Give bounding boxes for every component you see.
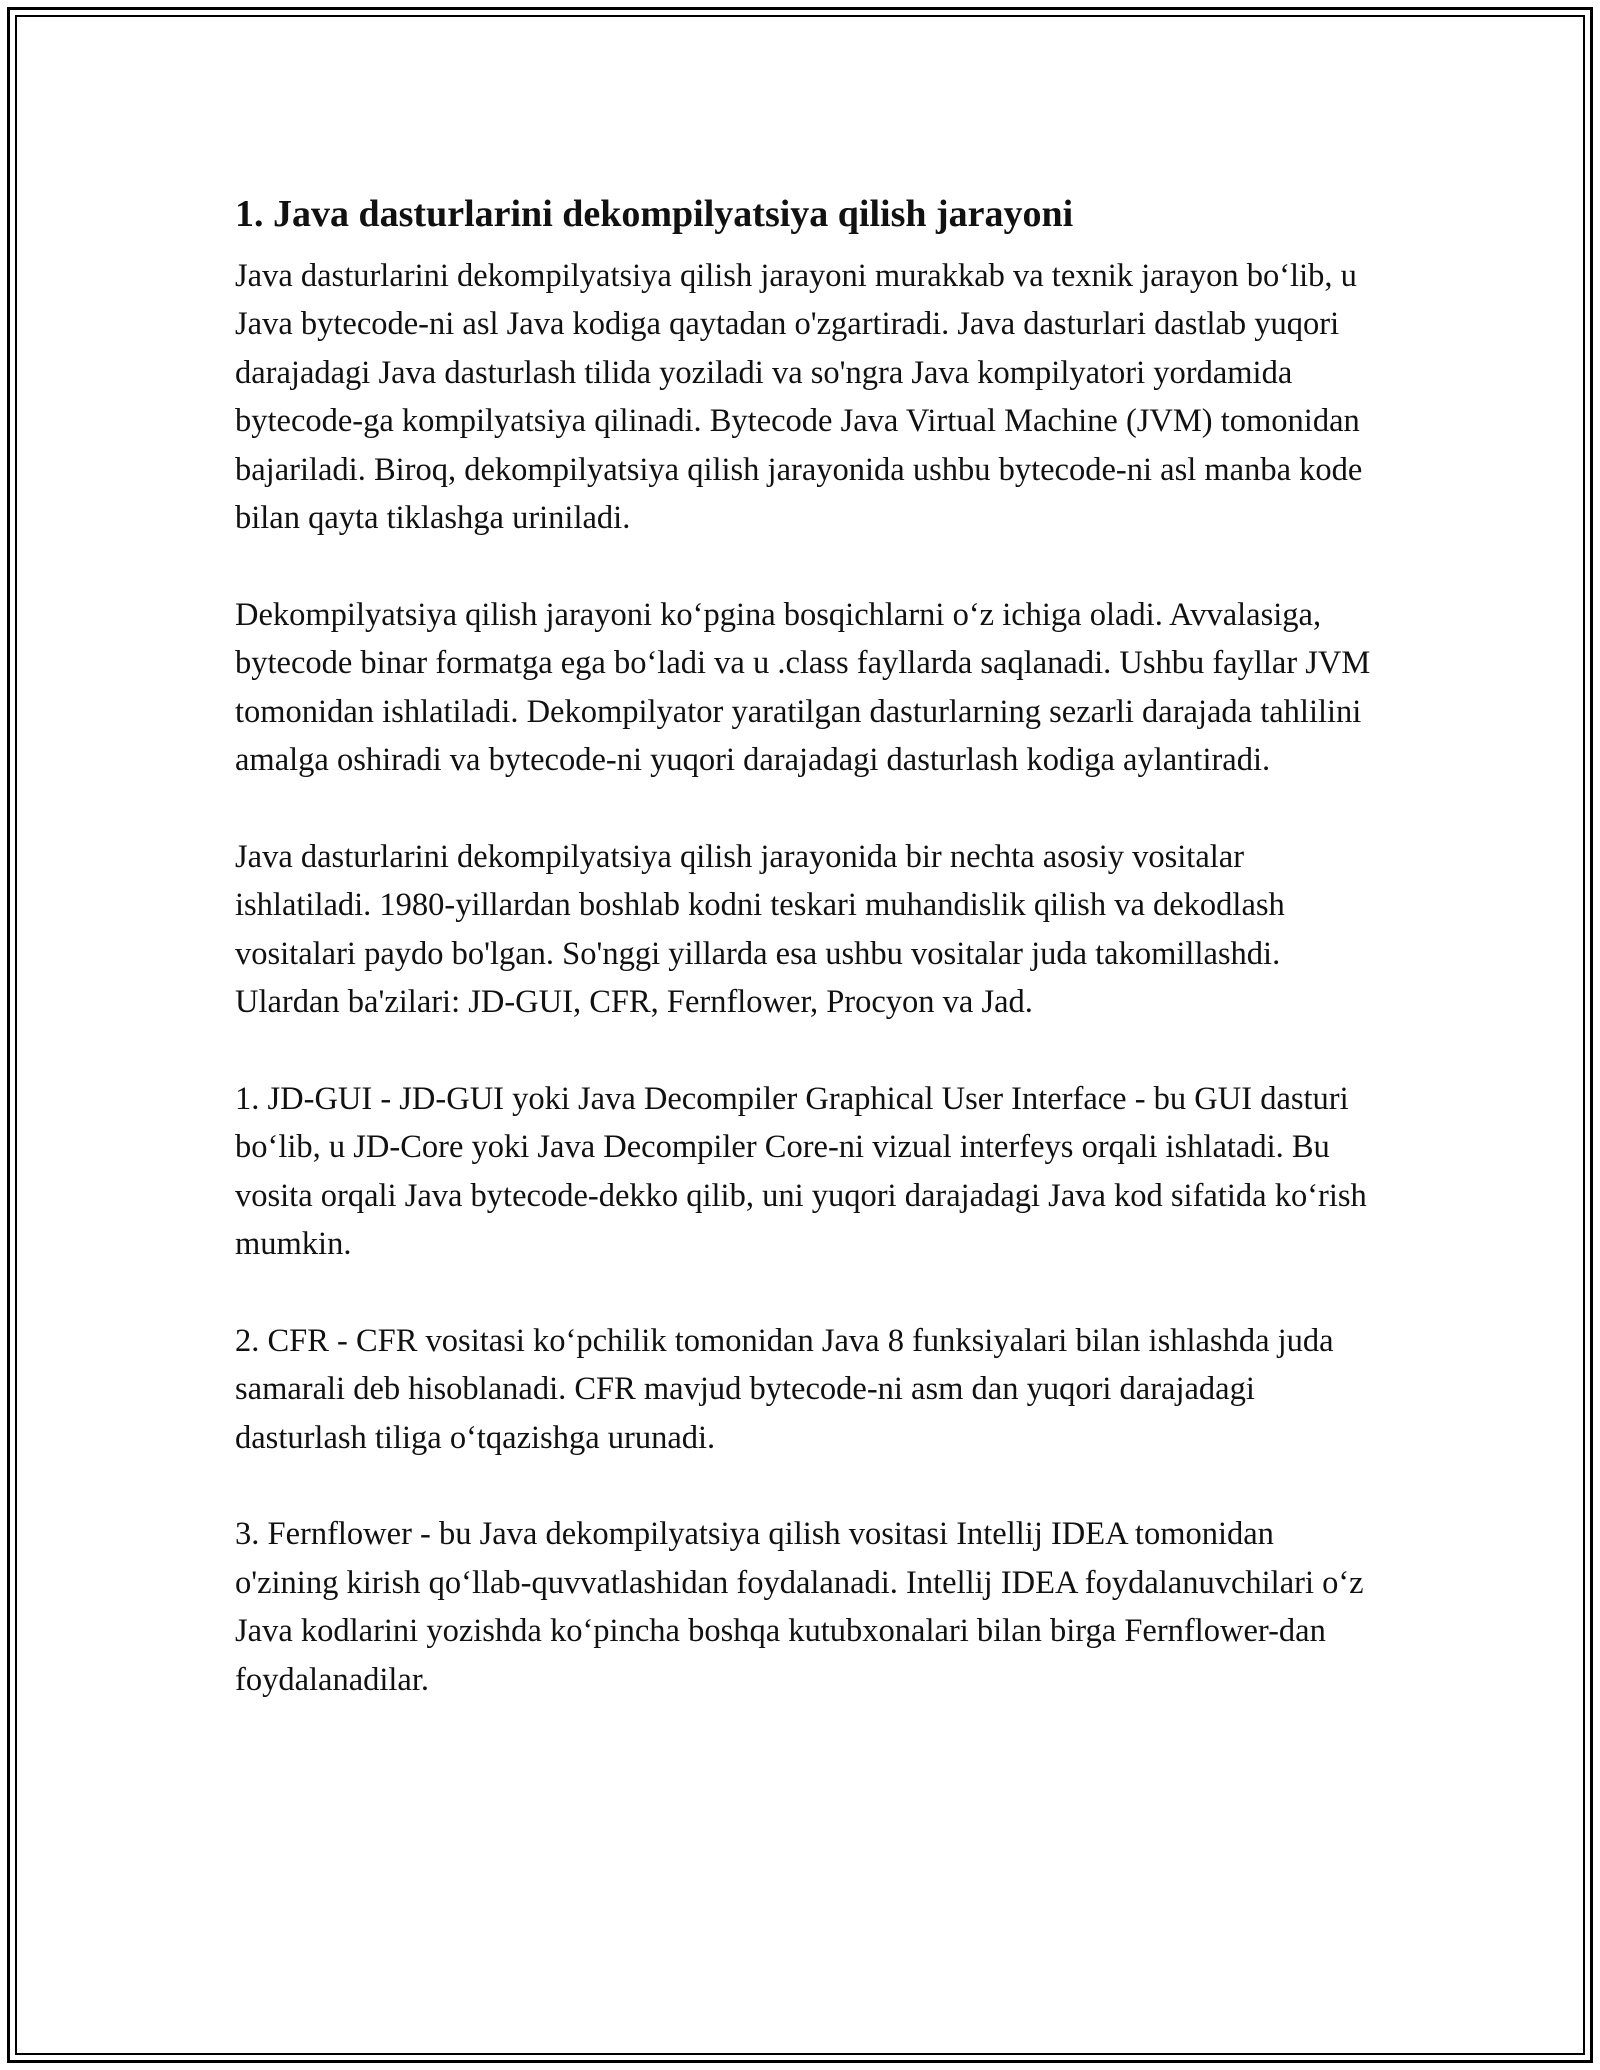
paragraph-tools: Java dasturlarini dekompilyatsiya qilish jarayonida bir nechta asosiy vositalar ishlatiladi. 1980-yillardan boshlab kodni teskari muhandislik qilish va dekodlash vositalari paydo bo'lgan. So'nggi yillarda esa ushbu vositalar juda takomillashdi. Ulardan ba'zilari: JD-GUI, CFR, Fernflower, Procyon va Jad. xyxy=(235,838,1285,1021)
document-body xyxy=(235,186,1375,1753)
list-item-jd-gui: 1. JD-GUI - JD-GUI yoki Java Decompiler Graphical User Interface - bu GUI dasturi bo‘lib, u JD-Core yoki Java Decompiler Core-ni vizual interfeys orqali ishlatadi. Bu vosita orqali Java bytecode-dekko qilib, uni yuqori darajadagi Java kod sifatida ko‘rish mumkin. xyxy=(235,1080,1367,1263)
list-item-fernflower: 3. Fernflower - bu Java dekompilyatsiya qilish vositasi Intellij IDEA tomonidan o'zining kirish qo‘llab-quvvatlashidan foydalanadi. Intellij IDEA foydalanuvchilari o‘z Java kodlarini yozishda ko‘pincha boshqa kutubxonalari bilan birga Fernflower-dan foydalanadilar. xyxy=(235,1516,1364,1698)
list-item-cfr: 2. CFR - CFR vositasi ko‘pchilik tomonidan Java 8 funksiyalari bilan ishlashda juda samarali deb hisoblanadi. CFR mavjud bytecode-ni asm dan yuqori darajadagi dasturlash tiliga o‘tqazishga urunadi. xyxy=(235,1322,1334,1456)
section-heading: 1. Java dasturlarini dekompilyatsiya qilish jarayoni xyxy=(235,193,1074,235)
paragraph-intro: Java dasturlarini dekompilyatsiya qilish jarayoni murakkab va texnik jarayon bo‘lib, u Java bytecode-ni asl Java kodiga qaytadan o'zgartiradi. Java dasturlari dastlab yuqori darajadagi Java dasturlash tilida yoziladi va so'ngra Java kompilyatori yordamida bytecode-ga kompilyatsiya qilinadi. Bytecode Java Virtual Machine (JVM) tomonidan bajariladi. Biroq, dekompilyatsiya qilish jarayonida ushbu bytecode-ni asl manba kode bilan qayta tiklashga uriniladi. xyxy=(235,258,1363,537)
paragraph-stages: Dekompilyatsiya qilish jarayoni ko‘pgina bosqichlarni o‘z ichiga oladi. Avvalasiga, bytecode binar formatga ega bo‘ladi va u .class fayllarda saqlanadi. Ushbu fayllar JVM tomonidan ishlatiladi. Dekompilyator yaratilgan dasturlarning sezarli darajada tahlilini amalga oshiradi va bytecode-ni yuqori darajadagi dasturlash kodiga aylantiradi. xyxy=(235,596,1371,779)
